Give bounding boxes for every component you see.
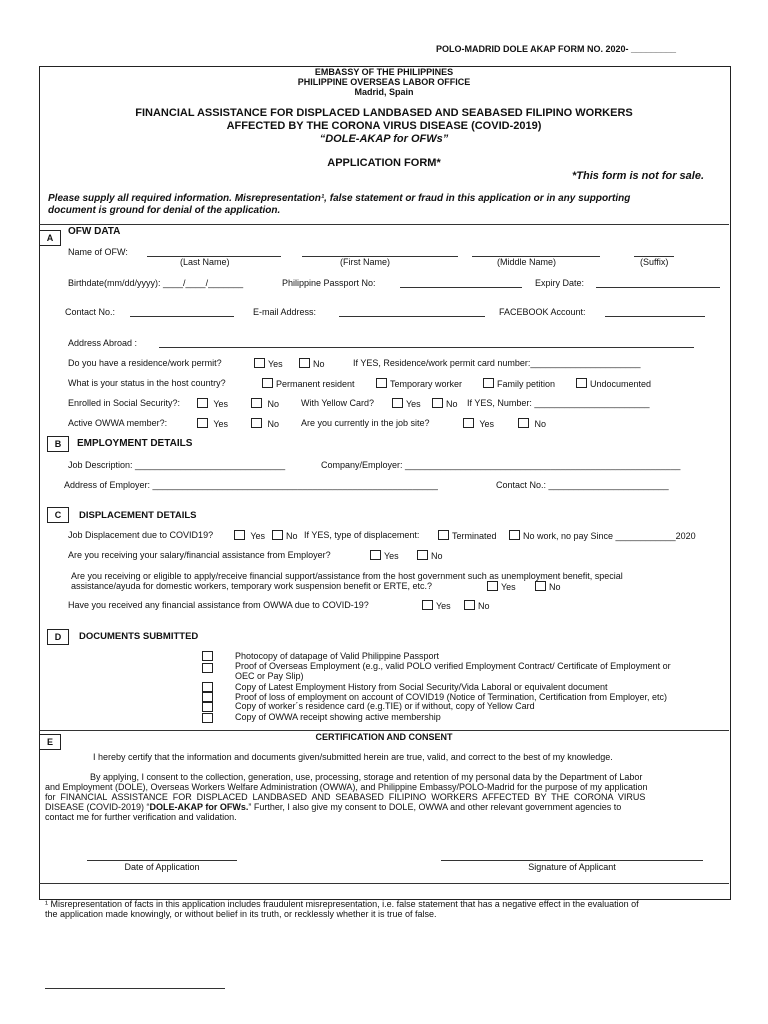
form-title-2: AFFECTED BY THE CORONA VIRUS DISEASE (COVID-2019) bbox=[226, 120, 542, 132]
yes-label: Yes bbox=[213, 419, 229, 429]
checkbox[interactable] bbox=[483, 378, 494, 388]
not-for-sale: *This form is not for sale. bbox=[572, 170, 705, 182]
job-description-field[interactable]: Job Description: ______________________________ bbox=[68, 460, 286, 470]
displacement-no[interactable] bbox=[272, 530, 298, 541]
contact-field[interactable] bbox=[130, 316, 234, 317]
terminated-option[interactable] bbox=[438, 530, 497, 541]
owwa-assistance-no[interactable] bbox=[464, 600, 490, 611]
doc-checkbox-passport[interactable] bbox=[202, 651, 213, 661]
suffix-caption: (Suffix) bbox=[640, 257, 669, 267]
notice-line-2: document is ground for denial of the application. bbox=[48, 205, 281, 216]
owwa-assistance-yes[interactable] bbox=[422, 600, 451, 611]
checkbox[interactable] bbox=[422, 600, 433, 610]
owwa-yes[interactable] bbox=[197, 418, 228, 429]
last-name-caption: (Last Name) bbox=[180, 257, 230, 267]
section-c-title: DISPLACEMENT DETAILS bbox=[79, 510, 197, 521]
jobsite-yes[interactable] bbox=[463, 418, 494, 429]
middle-name-caption: (Middle Name) bbox=[497, 257, 557, 267]
doc-item: Proof of loss of employment on account of COVID19 (Notice of Termination, Certification from Employer, etc) bbox=[235, 692, 668, 702]
jobsite-no[interactable] bbox=[518, 418, 546, 429]
form-title-1: FINANCIAL ASSISTANCE FOR DISPLACED LANDBASED AND SEABASED FILIPINO WORKERS bbox=[135, 107, 633, 119]
checkbox[interactable] bbox=[438, 530, 449, 540]
yellow-number-field[interactable]: If YES, Number: _______________________ bbox=[467, 398, 650, 408]
birthdate-field[interactable]: Birthdate(mm/dd/yyyy): ____/____/_______ bbox=[68, 278, 244, 288]
consent-line-3: for FINANCIAL ASSISTANCE FOR DISPLACED LANDBASED AND SEABASED FILIPINO WORKERS AFFECTED BY THE CORONA VIRUS bbox=[45, 792, 646, 802]
doc-item: OEC or Pay Slip) bbox=[235, 671, 304, 681]
checkbox[interactable] bbox=[262, 378, 273, 388]
permit-question: Do you have a residence/work permit? bbox=[68, 358, 222, 368]
yes-label: Yes bbox=[406, 399, 421, 409]
checkbox[interactable] bbox=[299, 358, 310, 368]
divider bbox=[39, 224, 729, 225]
section-d-letter: D bbox=[47, 629, 69, 645]
checkbox[interactable] bbox=[251, 398, 262, 408]
yellow-yes[interactable] bbox=[392, 398, 421, 409]
checkbox[interactable] bbox=[417, 550, 428, 560]
salary-question: Are you receiving your salary/financial assistance from Employer? bbox=[68, 550, 331, 560]
consent-line-4 bbox=[45, 802, 621, 812]
checkbox[interactable] bbox=[509, 530, 520, 540]
doc-item: Copy of worker´s residence card (e.g.TIE) or if without, copy of Yellow Card bbox=[235, 701, 535, 711]
checkbox[interactable] bbox=[535, 581, 546, 591]
no-label: No bbox=[478, 601, 490, 611]
embassy-line: EMBASSY OF THE PHILIPPINES bbox=[314, 67, 454, 77]
permit-yes[interactable] bbox=[254, 358, 283, 369]
status-undocumented[interactable] bbox=[576, 378, 651, 389]
jobsite-question: Are you currently in the job site? bbox=[301, 418, 430, 428]
expiry-label: Expiry Date: bbox=[535, 278, 585, 288]
status-temporary[interactable] bbox=[376, 378, 462, 389]
first-name-caption: (First Name) bbox=[340, 257, 390, 267]
owwa-question: Active OWWA member?: bbox=[68, 418, 168, 428]
owwa-no[interactable] bbox=[251, 418, 279, 429]
name-label: Name of OFW: bbox=[68, 247, 128, 257]
status-question: What is your status in the host country? bbox=[68, 378, 226, 388]
checkbox[interactable] bbox=[234, 530, 245, 540]
permit-card-field[interactable]: If YES, Residence/work permit card number:______________________ bbox=[353, 358, 641, 368]
section-e-title: CERTIFICATION AND CONSENT bbox=[315, 732, 453, 742]
checkbox[interactable] bbox=[487, 581, 498, 591]
facebook-label: FACEBOOK Account: bbox=[499, 307, 586, 317]
no-label: No bbox=[549, 582, 561, 592]
doc-item: Photocopy of datapage of Valid Philippine Passport bbox=[235, 651, 439, 661]
section-d-title: DOCUMENTS SUBMITTED bbox=[79, 631, 199, 642]
yes-label: Yes bbox=[384, 551, 399, 561]
company-field[interactable]: Company/Employer: _______________________________________________________ bbox=[321, 460, 681, 470]
footnote-separator bbox=[45, 988, 225, 989]
notice-line-1: Please supply all required information. Misrepresentation¹, false statement or fraud in this application or in any supporting bbox=[48, 193, 631, 204]
yes-label: Yes bbox=[436, 601, 451, 611]
consent-line-1: By applying, I consent to the collection, generation, use, processing, storage and retention of my personal data by the Department of Labor bbox=[90, 772, 643, 782]
section-b-letter: B bbox=[47, 436, 69, 452]
checkbox[interactable] bbox=[376, 378, 387, 388]
salary-yes[interactable] bbox=[370, 550, 399, 561]
email-field[interactable] bbox=[339, 316, 485, 317]
no-label: No bbox=[431, 551, 443, 561]
application-form-label: APPLICATION FORM* bbox=[327, 157, 441, 169]
displacement-type-label: If YES, type of displacement: bbox=[304, 530, 420, 540]
social-no[interactable] bbox=[251, 398, 279, 409]
yellow-card-question: With Yellow Card? bbox=[301, 398, 375, 408]
consent-text: ” Further, I also give my consent to DOLE, OWWA and other relevant government agencies to bbox=[248, 802, 622, 812]
consent-text: DISEASE (COVID-2019) “ bbox=[45, 802, 150, 812]
checkbox[interactable] bbox=[518, 418, 529, 428]
displacement-question: Job Displacement due to COVID19? bbox=[68, 530, 214, 540]
doc-item: Proof of Overseas Employment (e.g., valid POLO verified Employment Contract/ Certificate of Employment or bbox=[235, 661, 671, 671]
family-label: Family petition bbox=[497, 379, 556, 389]
doc-checkbox-history[interactable] bbox=[202, 682, 213, 692]
location-line: Madrid, Spain bbox=[354, 87, 414, 97]
employer-contact-field[interactable]: Contact No.: ________________________ bbox=[496, 480, 669, 490]
signature-field[interactable] bbox=[441, 860, 703, 861]
yellow-no[interactable] bbox=[432, 398, 458, 409]
yes-label: Yes bbox=[268, 359, 283, 369]
doc-checkbox-loss[interactable] bbox=[202, 692, 213, 702]
no-label: No bbox=[267, 399, 280, 409]
government-yes[interactable] bbox=[487, 581, 516, 592]
no-work-option[interactable] bbox=[509, 530, 696, 541]
checkbox[interactable] bbox=[432, 398, 443, 408]
no-label: No bbox=[267, 419, 280, 429]
government-no[interactable] bbox=[535, 581, 561, 592]
social-security-question: Enrolled in Social Security?: bbox=[68, 398, 181, 408]
form-number: POLO-MADRID DOLE AKAP FORM NO. 2020- _________ bbox=[436, 44, 677, 54]
checkbox[interactable] bbox=[251, 418, 262, 428]
section-b-title: EMPLOYMENT DETAILS bbox=[77, 438, 193, 449]
no-label: No bbox=[534, 419, 547, 429]
section-a-letter: A bbox=[39, 230, 61, 246]
owwa-assistance-question: Have you received any financial assistance from OWWA due to COVID-19? bbox=[68, 600, 369, 610]
permanent-label: Permanent resident bbox=[276, 379, 355, 389]
section-a-title: OFW DATA bbox=[68, 226, 121, 237]
salary-no[interactable] bbox=[417, 550, 443, 561]
displacement-yes[interactable] bbox=[234, 530, 265, 541]
facebook-field[interactable] bbox=[605, 316, 705, 317]
email-label: E-mail Address: bbox=[253, 307, 317, 317]
checkbox[interactable] bbox=[197, 418, 208, 428]
no-label: No bbox=[446, 399, 458, 409]
status-family[interactable] bbox=[483, 378, 555, 389]
expiry-field[interactable] bbox=[596, 287, 720, 288]
section-c-letter: C bbox=[47, 507, 69, 523]
consent-line-5: contact me for further verification and validation. bbox=[45, 812, 237, 822]
section-e-letter: E bbox=[39, 734, 61, 750]
yes-label: Yes bbox=[250, 531, 266, 541]
checkbox[interactable] bbox=[272, 530, 283, 540]
checkbox[interactable] bbox=[254, 358, 265, 368]
no-work-label: No work, no pay Since ____________2020 bbox=[523, 531, 696, 541]
temporary-label: Temporary worker bbox=[390, 379, 463, 389]
doc-item: Copy of OWWA receipt showing active membership bbox=[235, 712, 441, 722]
permit-no[interactable] bbox=[299, 358, 325, 369]
date-label: Date of Application bbox=[124, 862, 200, 872]
address-abroad-label: Address Abroad : bbox=[68, 338, 138, 348]
no-label: No bbox=[286, 531, 298, 541]
checkbox[interactable] bbox=[463, 418, 474, 428]
certification-text: I hereby certify that the information and documents given/submitted herein are true, valid, and correct to the best of my knowledge. bbox=[93, 752, 613, 762]
doc-checkbox-employment[interactable] bbox=[202, 663, 213, 673]
yes-label: Yes bbox=[213, 399, 229, 409]
divider bbox=[39, 883, 729, 884]
checkbox[interactable] bbox=[197, 398, 208, 408]
divider bbox=[39, 730, 729, 731]
contact-label: Contact No.: bbox=[65, 307, 116, 317]
yes-label: Yes bbox=[479, 419, 495, 429]
date-field[interactable] bbox=[87, 860, 237, 861]
passport-field[interactable] bbox=[400, 287, 522, 288]
social-yes[interactable] bbox=[197, 398, 228, 409]
doc-item: Copy of Latest Employment History from Social Security/Vida Laboral or equivalent document bbox=[235, 682, 608, 692]
checkbox[interactable] bbox=[576, 378, 587, 388]
signature-label: Signature of Applicant bbox=[528, 862, 616, 872]
passport-label: Philippine Passport No: bbox=[282, 278, 376, 288]
government-support-question-1: Are you receiving or eligible to apply/receive financial support/assistance from the host government such as unemployment benefit, special bbox=[71, 571, 623, 581]
terminated-label: Terminated bbox=[452, 531, 497, 541]
undocumented-label: Undocumented bbox=[590, 379, 652, 389]
checkbox[interactable] bbox=[392, 398, 403, 408]
doc-checkbox-owwa[interactable] bbox=[202, 713, 213, 723]
employer-address-field[interactable]: Address of Employer: _________________________________________________________ bbox=[64, 480, 438, 490]
footnote-line-2: the application made knowingly, or without belief in its truth, or recklessly whether it is true of false. bbox=[45, 909, 437, 919]
doc-checkbox-residence[interactable] bbox=[202, 702, 213, 712]
checkbox[interactable] bbox=[464, 600, 475, 610]
status-permanent[interactable] bbox=[262, 378, 355, 389]
consent-line-2: and Employment (DOLE), Overseas Workers Welfare Administration (OWWA), and Philippine Embassy/POLO-Madrid for the purpose of my application bbox=[45, 782, 648, 792]
checkbox[interactable] bbox=[370, 550, 381, 560]
form-title-3: “DOLE-AKAP for OFWs” bbox=[319, 133, 449, 145]
dole-akap-bold: DOLE-AKAP for OFWs. bbox=[149, 802, 249, 812]
polo-line: PHILIPPINE OVERSEAS LABOR OFFICE bbox=[297, 77, 471, 87]
address-abroad-field[interactable] bbox=[159, 347, 694, 348]
footnote-line-1: ¹ Misrepresentation of facts in this application includes fraudulent misrepresentation, i.e. false statement that has a negative effect in the evaluation of bbox=[45, 899, 639, 909]
government-support-question-2: assistance/ayuda for domestic workers, temporary work suspension benefit or ERTE, etc.? bbox=[71, 581, 432, 591]
no-label: No bbox=[313, 359, 325, 369]
yes-label: Yes bbox=[501, 582, 516, 592]
